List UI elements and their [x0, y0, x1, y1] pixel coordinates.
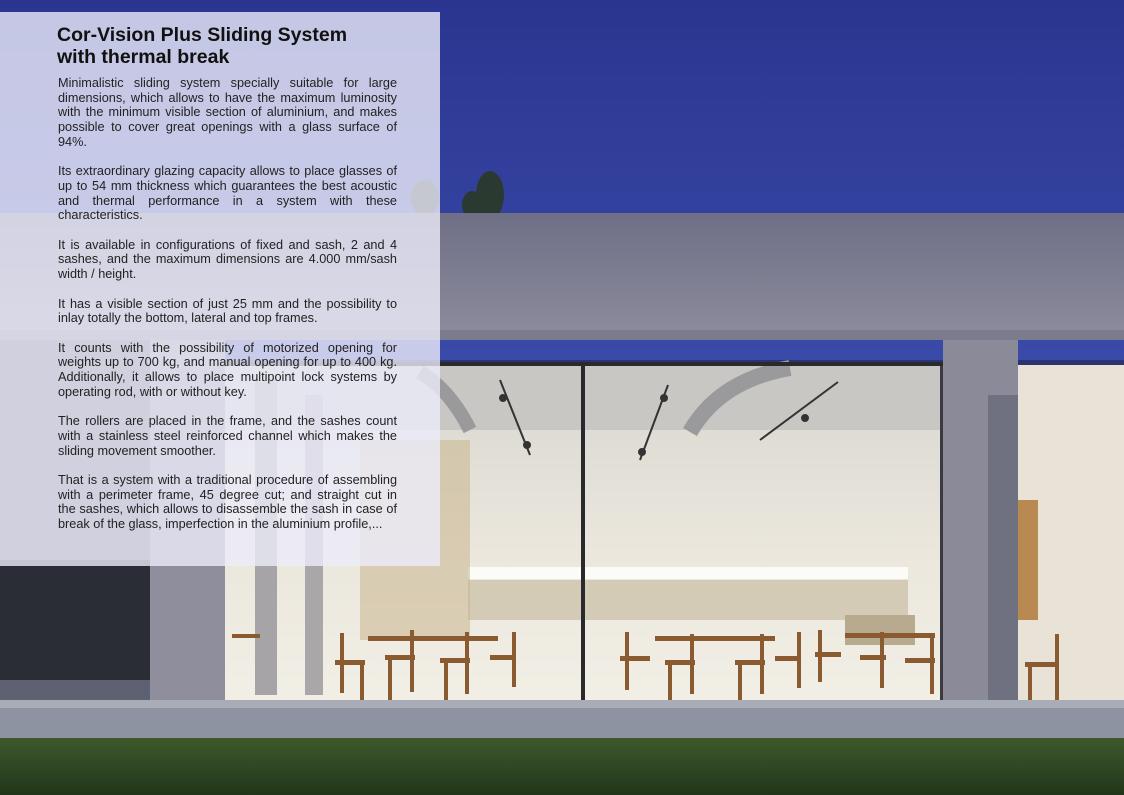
- body-text: [58, 76, 397, 546]
- paragraph: That is a system with a traditional procedure of assembling with a perimeter frame, 45 degree cut; and straight cut in the sashes, which allows to disassemble the sash in case of break of the glass, imperfection in the aluminium profile,...: [58, 472, 397, 531]
- page-title: [57, 24, 427, 68]
- paragraph: It is available in configurations of fixed and sash, 2 and 4 sashes, and the maximum dimensions are 4.000 mm/sash width / height.: [58, 237, 397, 282]
- mullion: [581, 366, 585, 706]
- paragraph: It counts with the possibility of motorized opening for weights up to 700 kg, and manual opening for up to 400 kg. Additionally, it allows to place multipoint lock systems by operating rod, with or without key.: [58, 340, 397, 399]
- paragraph: The rollers are placed in the frame, and the sashes count with a stainless steel reinforced channel which makes the sliding movement smoother.: [58, 414, 397, 458]
- paragraph: It has a visible section of just 25 mm and the possibility to inlay totally the bottom, lateral and top frames.: [58, 296, 397, 326]
- lawn: [0, 738, 1124, 795]
- title-line-2: with thermal break: [57, 46, 230, 68]
- title-line-1: Cor-Vision Plus Sliding System: [57, 24, 348, 46]
- paragraph: Its extraordinary glazing capacity allows to place glasses of up to 54 mm thickness which guarantees the best acoustic and thermal performance in a system with these characteristics.: [58, 164, 397, 223]
- paragraph: Minimalistic sliding system specially suitable for large dimensions, which allows to have the maximum luminosity with the minimum visible section of aluminium, and makes possible to cover great openings with a glass surface of 94%.: [58, 76, 397, 149]
